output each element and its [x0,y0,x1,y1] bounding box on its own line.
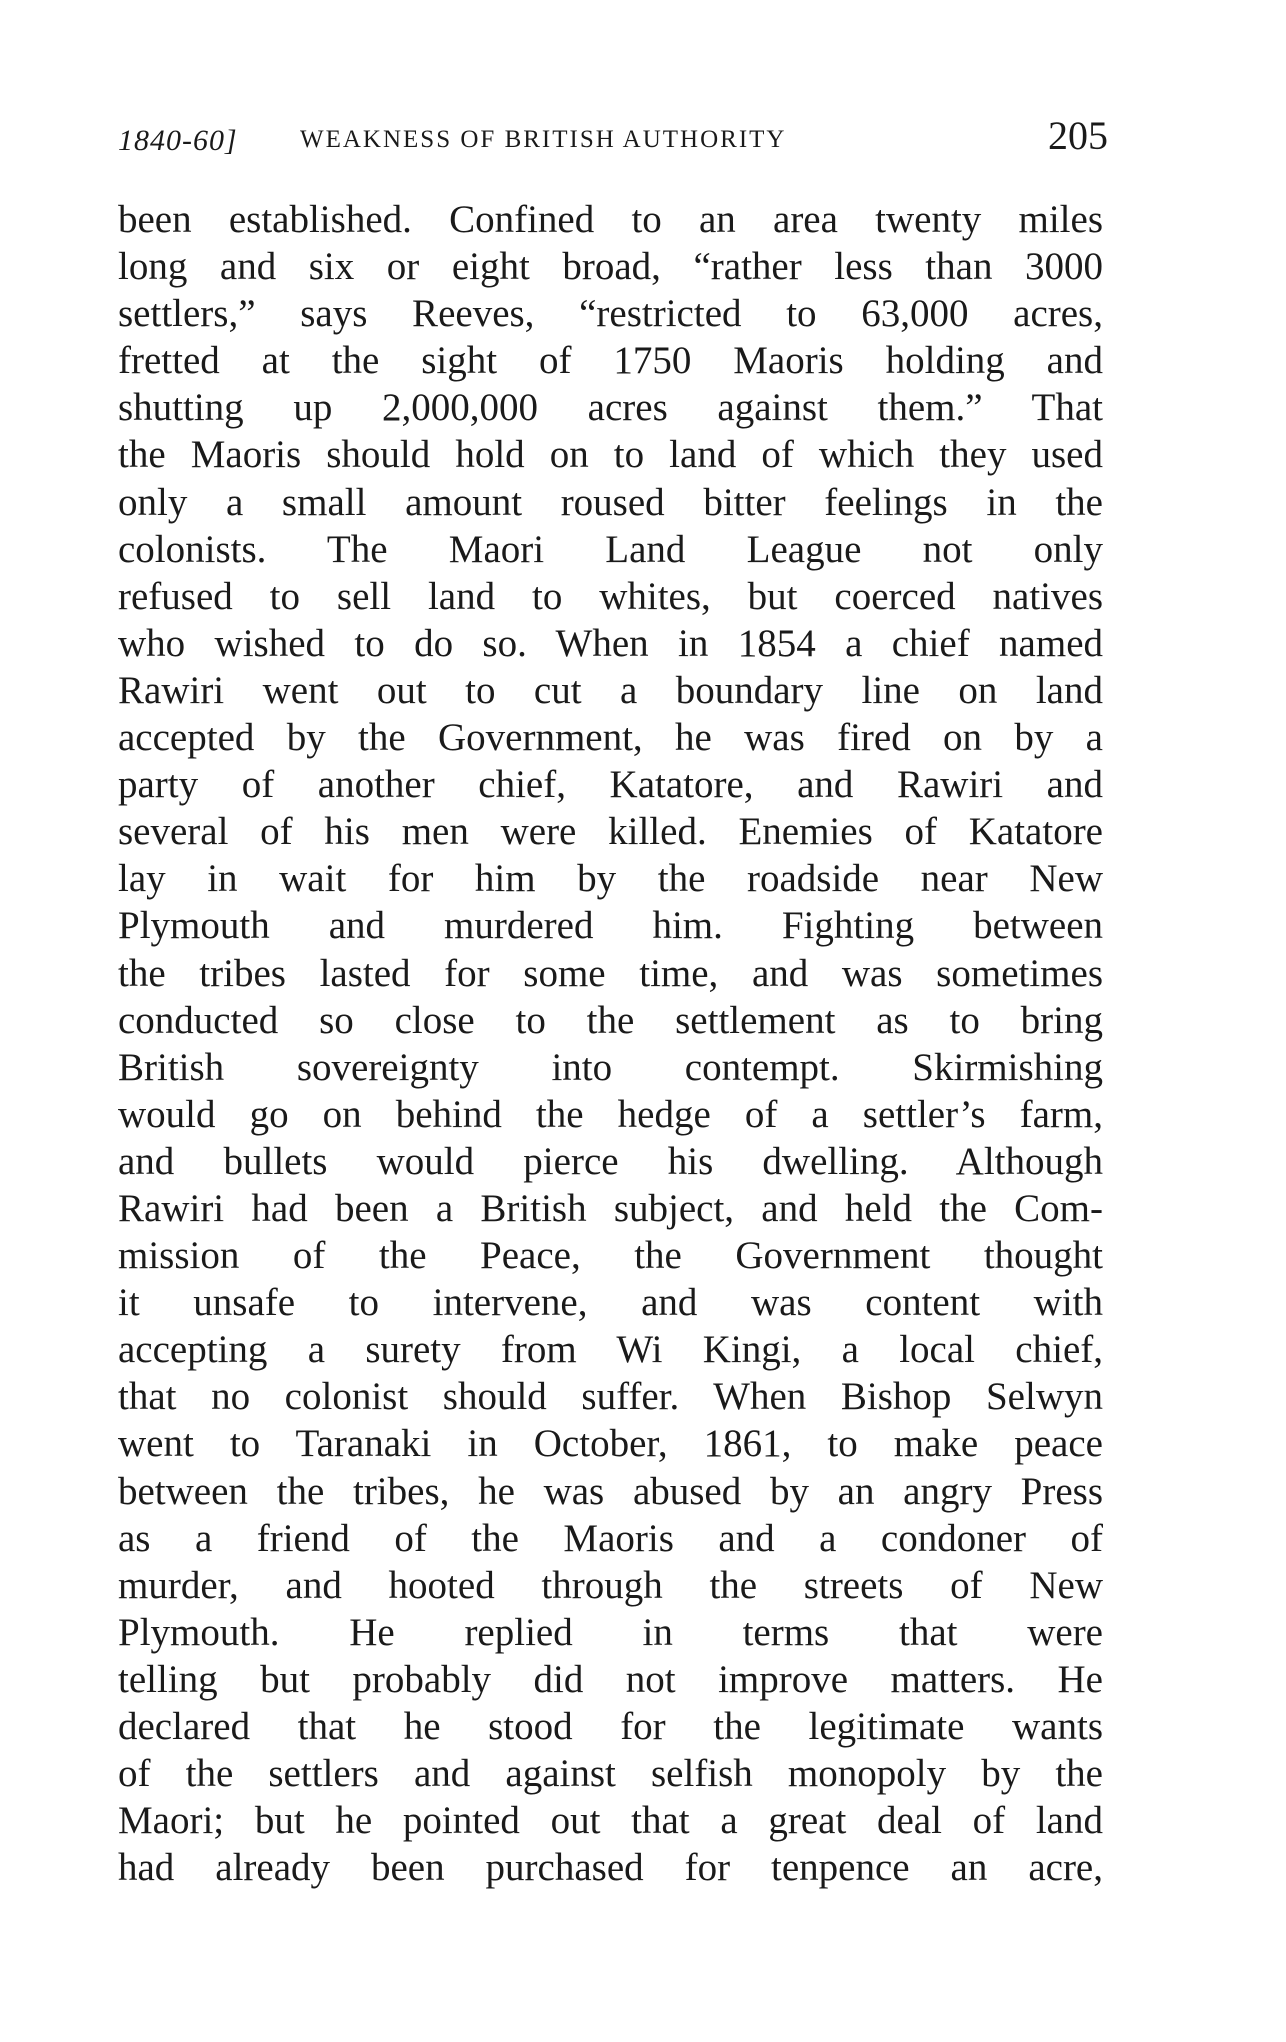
running-head-years: 1840-60] [118,124,238,157]
text-line: colonists. The Maori Land League not only [118,527,1103,571]
text-line: who wished to do so. When in 1854 a chief named [118,621,1103,665]
running-head-title: WEAKNESS OF BRITISH AUTHORITY [300,126,787,153]
text-line: as a friend of the Maoris and a condoner of [118,1516,1103,1560]
running-head [118,112,1108,172]
text-line: long and six or eight broad, “rather less than 3000 [118,245,1103,289]
text-line: mission of the Peace, the Government thought [118,1234,1103,1278]
text-line: conducted so close to the settlement as to bring [118,998,1103,1042]
text-line: shutting up 2,000,000 acres against them.” That [118,386,1103,430]
text-line: murder, and hooted through the streets of New [118,1563,1103,1607]
text-line: only a small amount roused bitter feelings in the [118,480,1103,524]
text-line: party of another chief, Katatore, and Rawiri and [118,763,1103,807]
text-line: British sovereignty into contempt. Skirmishing [118,1045,1103,1089]
text-line: Plymouth and murdered him. Fighting between [118,904,1103,948]
text-line: Plymouth. He replied in terms that were [118,1610,1103,1654]
text-line: would go on behind the hedge of a settler’s farm, [118,1092,1103,1136]
text-line: several of his men were killed. Enemies of Katatore [118,810,1103,854]
page-number: 205 [1048,113,1108,158]
text-line: Maori; but he pointed out that a great deal of land [118,1799,1103,1843]
text-line: it unsafe to intervene, and was content with [118,1281,1103,1325]
text-line: refused to sell land to whites, but coerced natives [118,574,1103,618]
text-line: declared that he stood for the legitimate wants [118,1705,1103,1748]
text-line: the tribes lasted for some time, and was sometimes [118,951,1103,995]
text-line: fretted at the sight of 1750 Maoris holding and [118,339,1103,383]
text-line: settlers,” says Reeves, “restricted to 63,000 acres, [118,292,1103,336]
text-line: of the settlers and against selfish monopoly by the [118,1752,1103,1796]
text-line: lay in wait for him by the roadside near New [118,857,1103,901]
text-line: telling but probably did not improve matters. He [118,1657,1103,1701]
text-line: the Maoris should hold on to land of which they used [118,433,1103,477]
text-line: had already been purchased for tenpence an acre, [118,1846,1103,1890]
body-paragraph [118,196,1103,1891]
text-line: that no colonist should suffer. When Bishop Selwyn [118,1375,1103,1419]
text-line: went to Taranaki in October, 1861, to make peace [118,1422,1103,1466]
text-line: accepted by the Government, he was fired on by a [118,716,1103,760]
text-line: between the tribes, he was abused by an angry Press [118,1469,1103,1513]
text-line: and bullets would pierce his dwelling. Although [118,1139,1103,1183]
text-line: accepting a surety from Wi Kingi, a local chief, [118,1328,1103,1372]
text-line: been established. Confined to an area twenty miles [118,198,1103,241]
text-line: Rawiri had been a British subject, and held the Com- [118,1186,1103,1230]
text-line: Rawiri went out to cut a boundary line on land [118,668,1103,712]
